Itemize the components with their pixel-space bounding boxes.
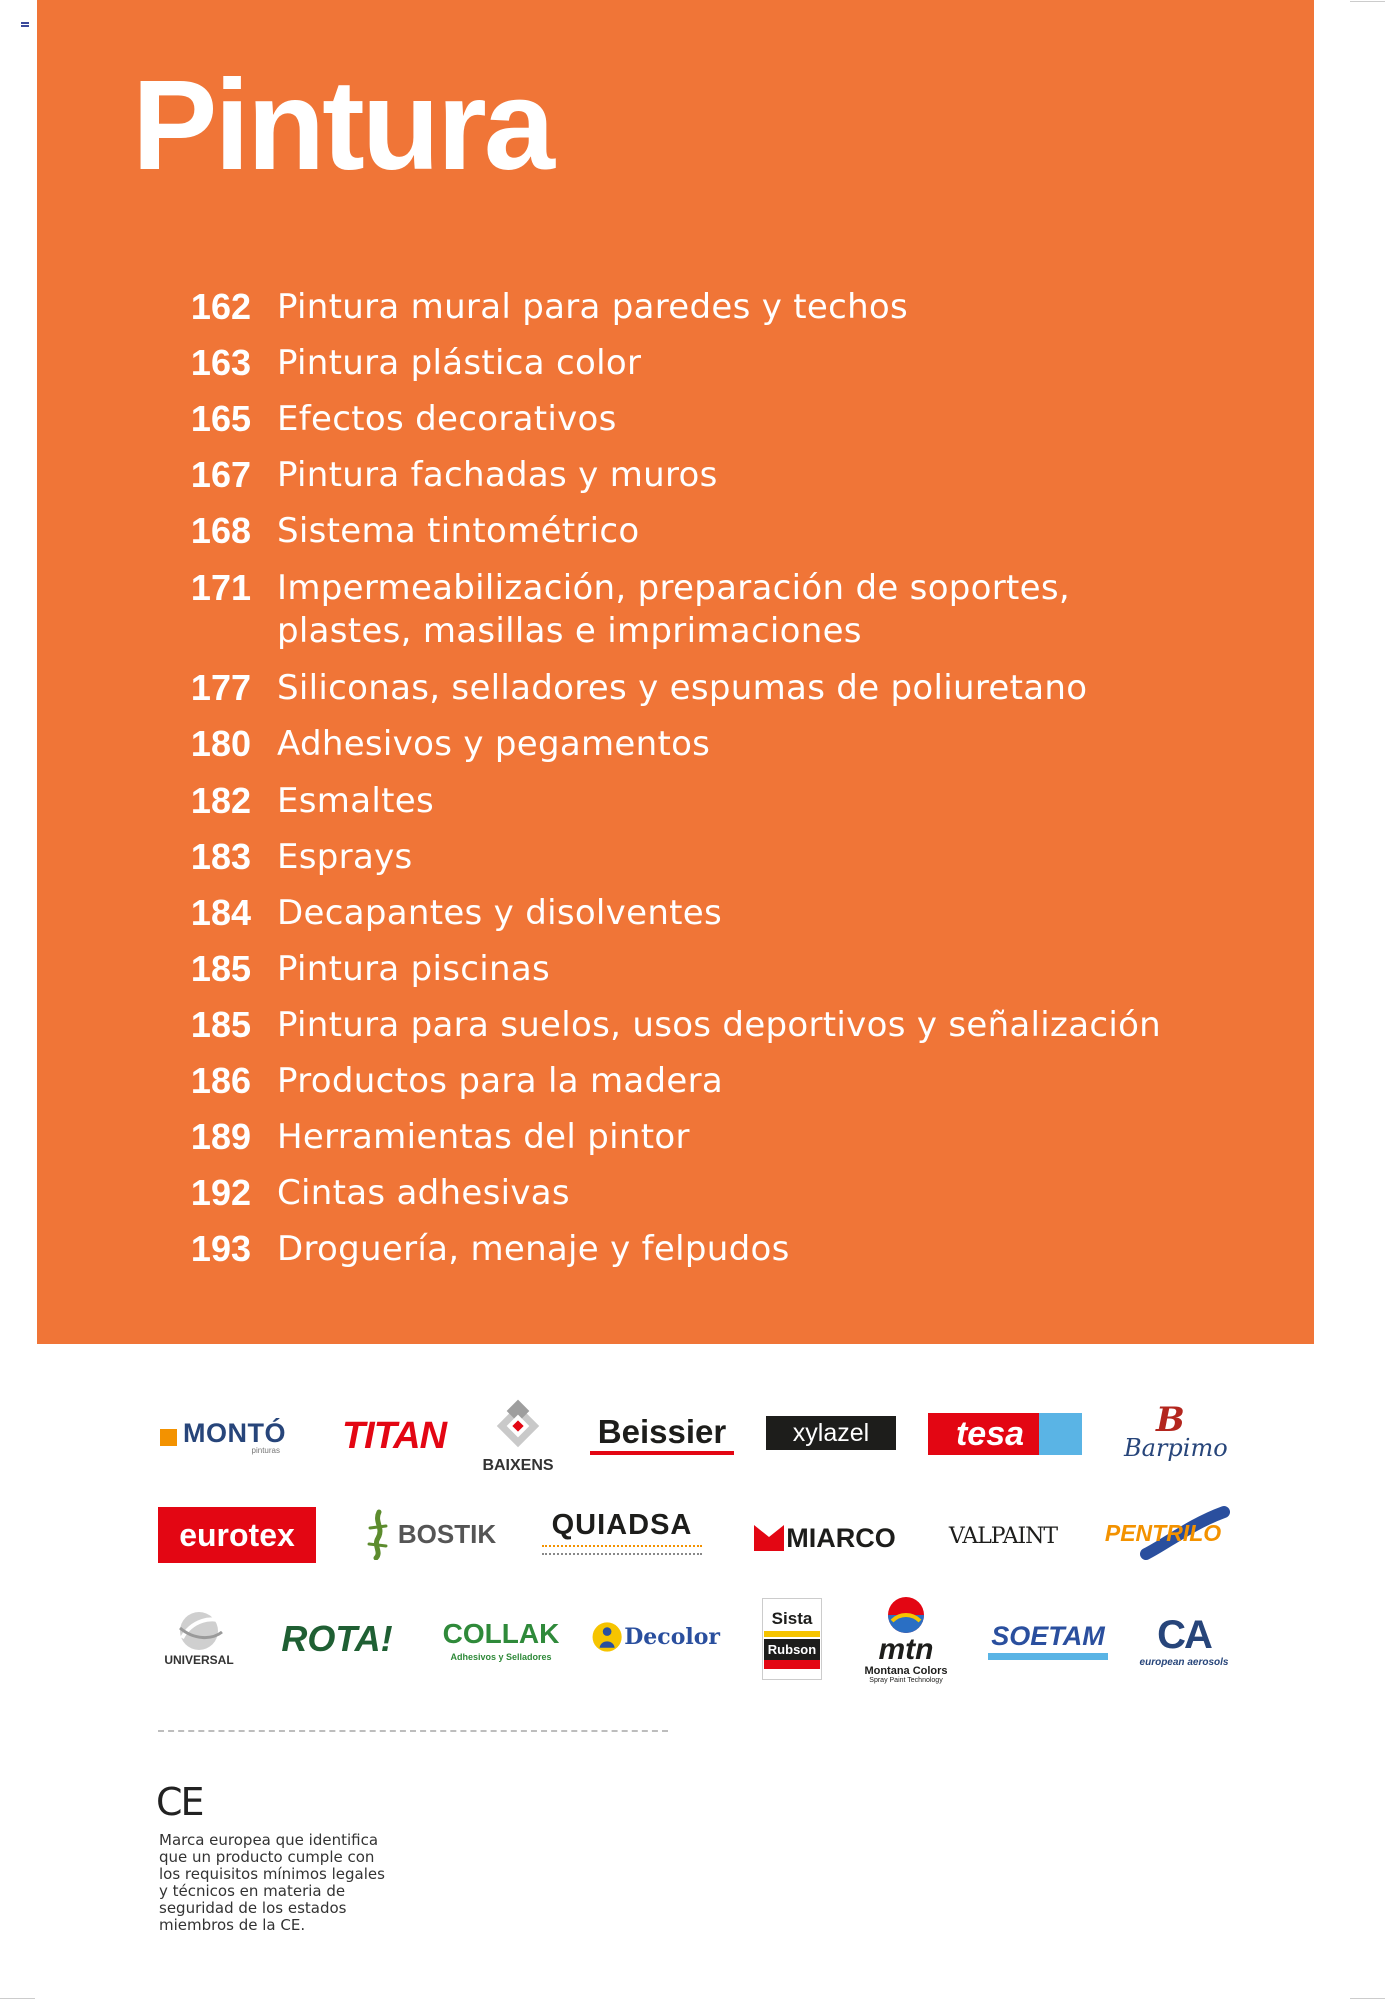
toc-label: Pintura piscinas <box>277 949 551 989</box>
logo-tesa <box>928 1413 1082 1455</box>
toc-label: Adhesivos y pegamentos <box>277 724 711 764</box>
bostik-name: BOSTIK <box>397 1518 497 1549</box>
logo-collak <box>440 1614 562 1668</box>
logo-bostik <box>356 1505 504 1563</box>
universal-globe-icon <box>172 1610 226 1652</box>
logo-beissier <box>588 1410 736 1460</box>
toc-page-number: 165 <box>190 398 251 439</box>
toc-label: Pintura plástica color <box>277 343 642 383</box>
soetam-name: SOETAM <box>991 1620 1105 1651</box>
soetam-band <box>988 1653 1108 1660</box>
toc-page-number: 184 <box>190 892 251 933</box>
beissier-underline <box>590 1451 734 1455</box>
decolor-name: Decolor <box>624 1624 720 1650</box>
toc-label: Decapantes y disolventes <box>277 893 723 933</box>
toc-page-number: 193 <box>190 1228 251 1269</box>
mtn-circle-icon <box>886 1595 926 1635</box>
toc-label: Pintura mural para paredes y techos <box>277 287 909 327</box>
baixens-name: BAIXENS <box>482 1457 554 1474</box>
ca-name: CA <box>1157 1612 1211 1657</box>
miarco-name: MIARCO <box>786 1522 896 1553</box>
logo-sista-rubson <box>762 1598 822 1680</box>
logo-mtn <box>854 1592 958 1686</box>
toc-label: Droguería, menaje y felpudos <box>277 1229 790 1269</box>
logo-eurotex <box>158 1507 316 1563</box>
toc-label: Impermeabilización, preparación de soportes, <box>277 568 1071 608</box>
baixens-diamond-icon <box>489 1397 547 1455</box>
quiadsa-name: QUIADSA <box>551 1509 693 1541</box>
toc-page-number: 182 <box>190 780 251 821</box>
xylazel-name: xylazel <box>792 1418 870 1447</box>
page-title: Pintura <box>132 54 552 197</box>
tesa-name: tesa <box>955 1414 1025 1453</box>
toc-page-number: 183 <box>190 836 251 877</box>
barpimo-b-icon: B <box>1156 1400 1185 1440</box>
beissier-name: Beissier <box>597 1413 727 1450</box>
toc-label: Herramientas del pintor <box>277 1117 690 1157</box>
pentrilo-name: PENTRILO <box>1104 1519 1222 1546</box>
ce-description <box>159 1832 419 1934</box>
logo-quiadsa <box>536 1508 708 1560</box>
logo-universal <box>158 1604 240 1672</box>
logo-xylazel <box>766 1416 896 1450</box>
ce-description-line: y técnicos en materia de <box>159 1882 346 1900</box>
ce-description-line: los requisitos mínimos legales <box>159 1865 385 1883</box>
toc-page-number: 185 <box>190 1004 251 1045</box>
ce-description-line: seguridad de los estados <box>159 1899 347 1917</box>
toc-label-continuation: plastes, masillas e imprimaciones <box>277 611 862 651</box>
logo-rota <box>272 1614 402 1664</box>
toc-page-number: 189 <box>190 1116 251 1157</box>
toc-label: Productos para la madera <box>277 1061 724 1101</box>
toc-page-number: 171 <box>190 567 251 608</box>
miarco-m-icon <box>754 1525 784 1551</box>
bostik-gecko-icon <box>364 1508 394 1560</box>
toc-page-number: 163 <box>190 342 251 383</box>
rota-name: ROTA! <box>281 1618 393 1659</box>
toc-page-number: 177 <box>190 667 251 708</box>
toc-label: Pintura fachadas y muros <box>277 455 718 495</box>
ce-description-line: que un producto cumple con <box>159 1848 375 1866</box>
toc-page-number: 185 <box>190 948 251 989</box>
collak-sub: Adhesivos y Selladores <box>450 1652 552 1662</box>
toc-label: Sistema tintométrico <box>277 511 640 551</box>
toc-page-number: 168 <box>190 510 251 551</box>
valpaint-name: VALPAINT <box>948 1523 1058 1549</box>
toc-label: Esprays <box>277 837 413 877</box>
ce-mark-icon: CE <box>156 1780 203 1824</box>
monto-name: MONTÓ <box>183 1417 286 1448</box>
logo-pentrilo <box>1096 1504 1230 1562</box>
toc-page-number: 192 <box>190 1172 251 1213</box>
logo-barpimo <box>1118 1400 1230 1470</box>
toc-page-number: 167 <box>190 454 251 495</box>
eurotex-name: eurotex <box>179 1516 295 1553</box>
decolor-painter-icon <box>592 1607 622 1667</box>
toc-label: Cintas adhesivas <box>277 1173 570 1213</box>
logo-baixens <box>470 1390 566 1482</box>
toc-page-number: 180 <box>190 723 251 764</box>
toc-page-number: 162 <box>190 286 251 327</box>
logo-valpaint <box>940 1514 1066 1558</box>
logo-european-aerosols <box>1136 1606 1232 1676</box>
sista-red-band <box>764 1660 820 1669</box>
collak-name: COLLAK <box>442 1618 560 1649</box>
sista-name: Sista <box>771 1608 813 1628</box>
logo-miarco <box>740 1516 910 1560</box>
mtn-sub: Montana Colors <box>864 1664 948 1677</box>
logo-monto <box>160 1412 312 1462</box>
toc-label: Efectos decorativos <box>277 399 617 439</box>
toc-page-number: 186 <box>190 1060 251 1101</box>
dashed-divider <box>158 1730 668 1732</box>
ce-description-line: Marca europea que identifica <box>159 1831 379 1849</box>
logo-titan <box>340 1414 448 1458</box>
universal-name: UNIVERSAL <box>164 1652 234 1667</box>
toc-label: Esmaltes <box>277 781 434 821</box>
rubson-name: Rubson <box>764 1639 820 1660</box>
monto-square-icon <box>160 1429 177 1446</box>
ca-sub: european aerosols <box>1139 1656 1229 1668</box>
quiadsa-tagline-bar-2 <box>542 1553 702 1557</box>
monto-sub: pinturas <box>251 1445 280 1455</box>
mtn-sub2: Spray Paint Technology <box>869 1676 943 1684</box>
barpimo-name: Barpimo <box>1124 1434 1228 1462</box>
logo-soetam <box>986 1614 1110 1668</box>
logo-decolor <box>592 1606 720 1668</box>
quiadsa-tagline-bar <box>542 1545 702 1550</box>
mtn-name: mtn <box>878 1632 934 1666</box>
toc-label: Siliconas, selladores y espumas de poliuretano <box>277 668 1088 708</box>
ce-description-line: miembros de la CE. <box>159 1916 306 1934</box>
sista-yellow-band <box>764 1631 820 1637</box>
titan-name: TITAN <box>341 1414 447 1457</box>
toc-label: Pintura para suelos, usos deportivos y señalización <box>277 1005 1162 1045</box>
